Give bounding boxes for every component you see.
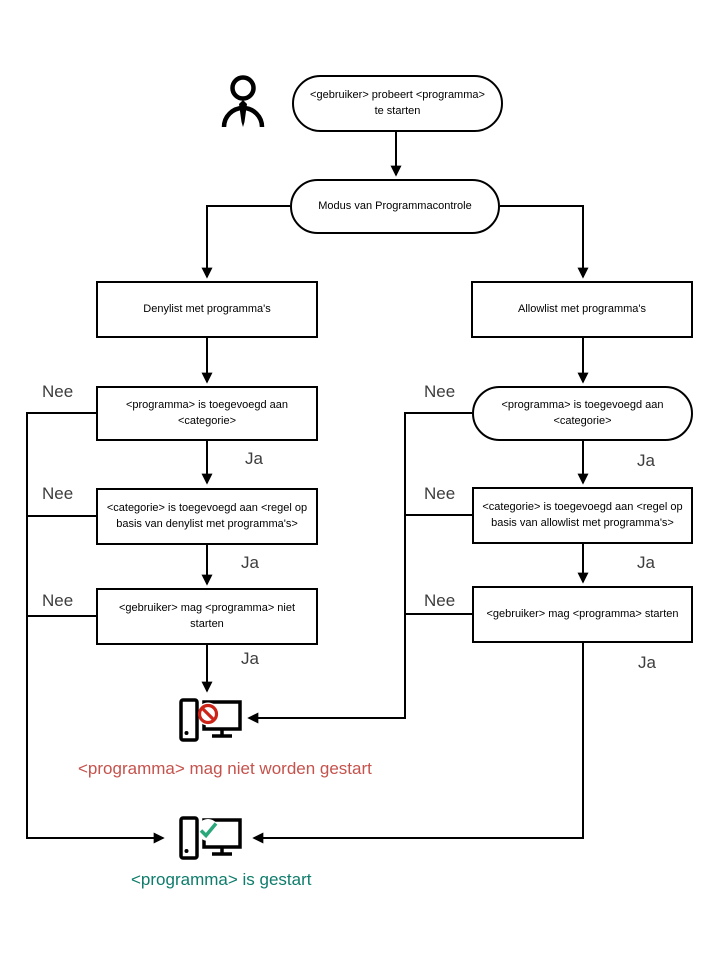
computer-blocked-icon — [181, 700, 240, 740]
label-nee-right-1: Nee — [424, 382, 456, 401]
prohibition-sign-icon — [200, 706, 217, 723]
node-start-text: <gebruiker> probeert <programma> te starten — [310, 89, 485, 117]
computer-started-icon — [181, 818, 240, 858]
node-mode-text: Modus van Programmacontrole — [318, 199, 472, 212]
node-start — [292, 75, 503, 132]
node-allow-result-text: <gebruiker> mag <programma> starten — [486, 607, 679, 620]
label-ja-left-3: Ja — [241, 649, 259, 668]
node-allow-q1-text: <programma> is toegevoegd aan <categorie> — [501, 399, 664, 427]
edge-mode-to-allowlist — [500, 206, 583, 277]
edge-right-nee-rail — [249, 413, 472, 718]
node-deny-q1-text: <programma> is toegevoegd aan <categorie> — [125, 399, 289, 427]
node-allow-q2 — [472, 487, 693, 544]
node-allowlist-text: Allowlist met programma's — [517, 302, 647, 315]
label-nee-right-2: Nee — [424, 484, 456, 503]
node-allow-q1 — [472, 386, 693, 441]
label-ja-left-2: Ja — [241, 553, 259, 572]
edge-allow-res-ja-to-started — [254, 643, 583, 838]
node-deny-q1 — [96, 386, 318, 441]
edge-mode-to-denylist — [207, 206, 290, 277]
label-ja-right-1: Ja — [637, 451, 655, 470]
node-allowlist — [471, 281, 693, 338]
label-ja-left-1: Ja — [245, 449, 263, 468]
node-allow-result — [472, 586, 693, 643]
node-allow-q2-text: <categorie> is toegevoegd aan <regel op basis van allowlist met programma's> — [482, 501, 683, 529]
label-ja-right-2: Ja — [637, 553, 655, 572]
node-deny-q2 — [96, 488, 318, 545]
started-caption: <programma> is gestart — [131, 870, 312, 889]
node-mode — [290, 179, 500, 234]
label-nee-left-2: Nee — [42, 484, 74, 503]
label-nee-right-3: Nee — [424, 591, 456, 610]
label-ja-right-3: Ja — [638, 653, 656, 672]
label-nee-left-3: Nee — [42, 591, 74, 610]
node-deny-result-text: <gebruiker> mag <programma> niet starten — [118, 602, 296, 630]
node-deny-q2-text: <categorie> is toegevoegd aan <regel op basis van denylist met programma's> — [106, 502, 308, 530]
label-nee-left-1: Nee — [42, 382, 74, 401]
node-denylist — [96, 281, 318, 338]
node-denylist-text: Denylist met programma's — [143, 302, 271, 315]
user-icon — [224, 78, 262, 128]
node-deny-result — [96, 588, 318, 645]
blocked-caption: <programma> mag niet worden gestart — [78, 759, 372, 778]
